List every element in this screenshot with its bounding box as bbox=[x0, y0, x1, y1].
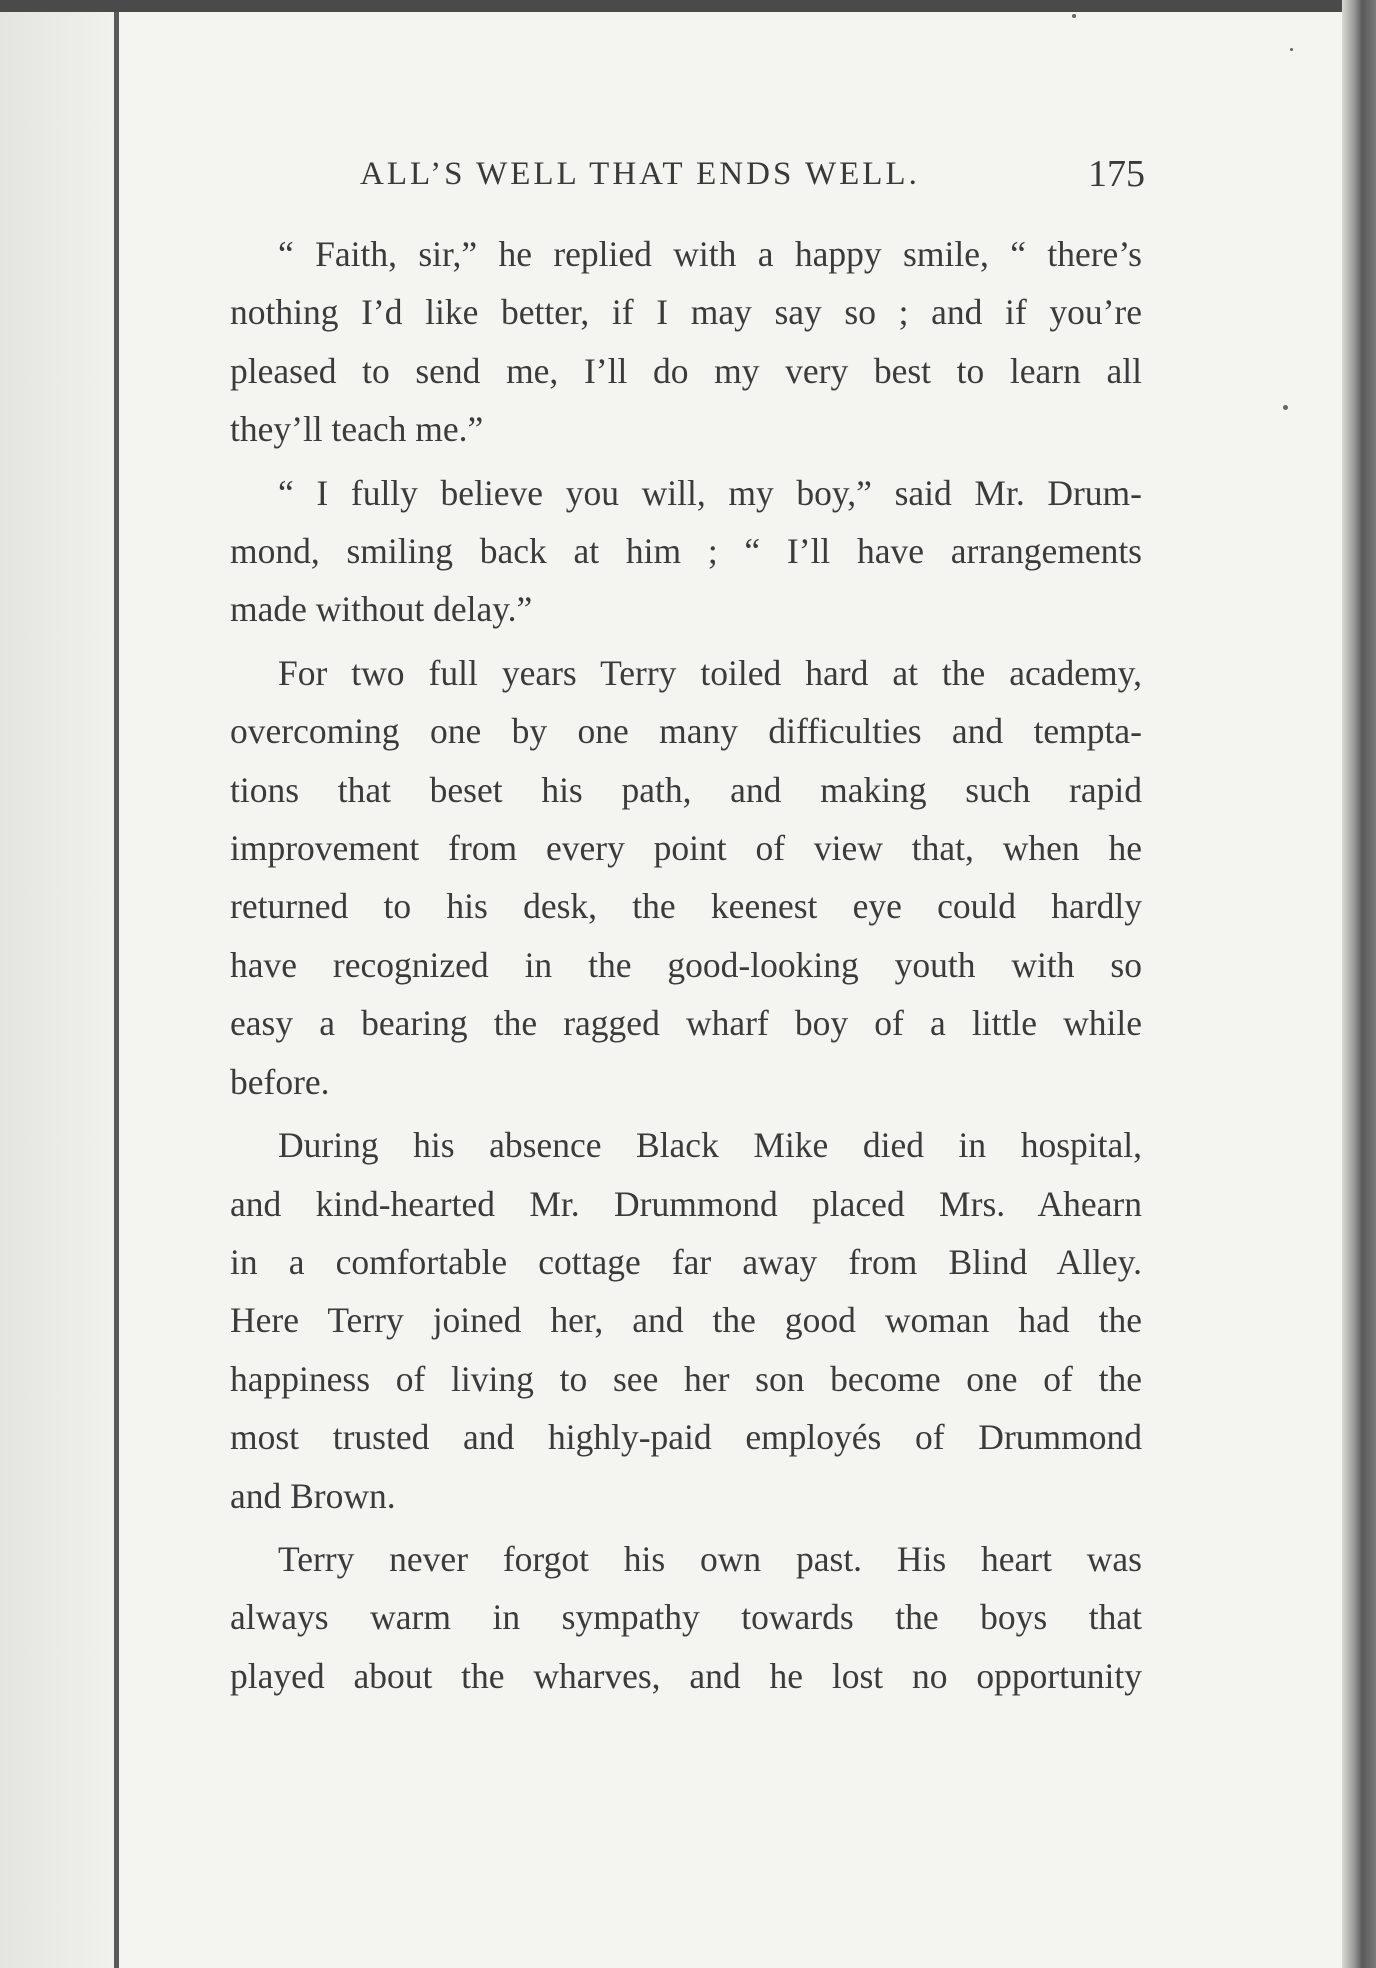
text-line: and Brown. bbox=[230, 1475, 396, 1516]
text-line: easy a bearing the ragged wharf boy of a little while bbox=[230, 1003, 1142, 1044]
running-head bbox=[230, 152, 1145, 212]
text-line: happiness of living to see her son become one of the bbox=[230, 1358, 1142, 1399]
paragraph bbox=[230, 644, 1142, 1111]
text-line: have recognized in the good-looking youth with so bbox=[230, 944, 1142, 985]
running-title: ALL’S WELL THAT ENDS WELL. bbox=[360, 156, 920, 192]
text-line: Terry never forgot his own past. His heart was bbox=[278, 1538, 1142, 1579]
text-line: improvement from every point of view that, when he bbox=[230, 828, 1142, 869]
text-line: they’ll teach me.” bbox=[230, 409, 484, 450]
binding-gutter-line bbox=[114, 10, 119, 1968]
text-line: before. bbox=[230, 1061, 330, 1102]
text-line: For two full years Terry toiled hard at the academy, bbox=[278, 652, 1142, 693]
text-line: made without delay.” bbox=[230, 589, 533, 630]
text-line: tions that beset his path, and making such rapid bbox=[230, 769, 1142, 810]
dust-speck bbox=[1290, 48, 1293, 51]
text-line: During his absence Black Mike died in hospital, bbox=[278, 1125, 1142, 1166]
text-line: most trusted and highly-paid employés of Drummond bbox=[230, 1417, 1142, 1458]
text-line: overcoming one by one many difficulties and tempta- bbox=[230, 711, 1142, 752]
text-line: nothing I’d like better, if I may say so ; and if you’re bbox=[230, 292, 1142, 333]
page-top-edge bbox=[0, 0, 1376, 12]
text-line: “ Faith, sir,” he replied with a happy smile, “ there’s bbox=[278, 234, 1142, 274]
text-line: played about the wharves, and he lost no opportunity bbox=[230, 1655, 1142, 1696]
text-line: mond, smiling back at him ; “ I’ll have arrangements bbox=[230, 531, 1142, 572]
body-text bbox=[230, 225, 1142, 1710]
page-right-edge bbox=[1342, 0, 1376, 1968]
text-line: and kind-hearted Mr. Drummond placed Mrs. Ahearn bbox=[230, 1183, 1142, 1224]
page-number: 175 bbox=[1088, 153, 1145, 195]
dust-speck bbox=[1283, 405, 1288, 410]
text-line: Here Terry joined her, and the good woman had the bbox=[230, 1300, 1142, 1341]
paragraph bbox=[230, 1530, 1142, 1705]
text-line: “ I fully believe you will, my boy,” said Mr. Drum- bbox=[278, 472, 1142, 513]
paragraph bbox=[230, 1116, 1142, 1525]
dust-speck bbox=[1072, 14, 1076, 18]
paragraph bbox=[230, 464, 1142, 639]
paragraph bbox=[230, 225, 1142, 459]
text-line: returned to his desk, the keenest eye could hardly bbox=[230, 886, 1142, 927]
text-line: pleased to send me, I’ll do my very best to learn all bbox=[230, 350, 1142, 391]
text-line: in a comfortable cottage far away from Blind Alley. bbox=[230, 1241, 1142, 1282]
page-gutter-shade bbox=[0, 10, 114, 1968]
text-line: always warm in sympathy towards the boys that bbox=[230, 1597, 1142, 1638]
